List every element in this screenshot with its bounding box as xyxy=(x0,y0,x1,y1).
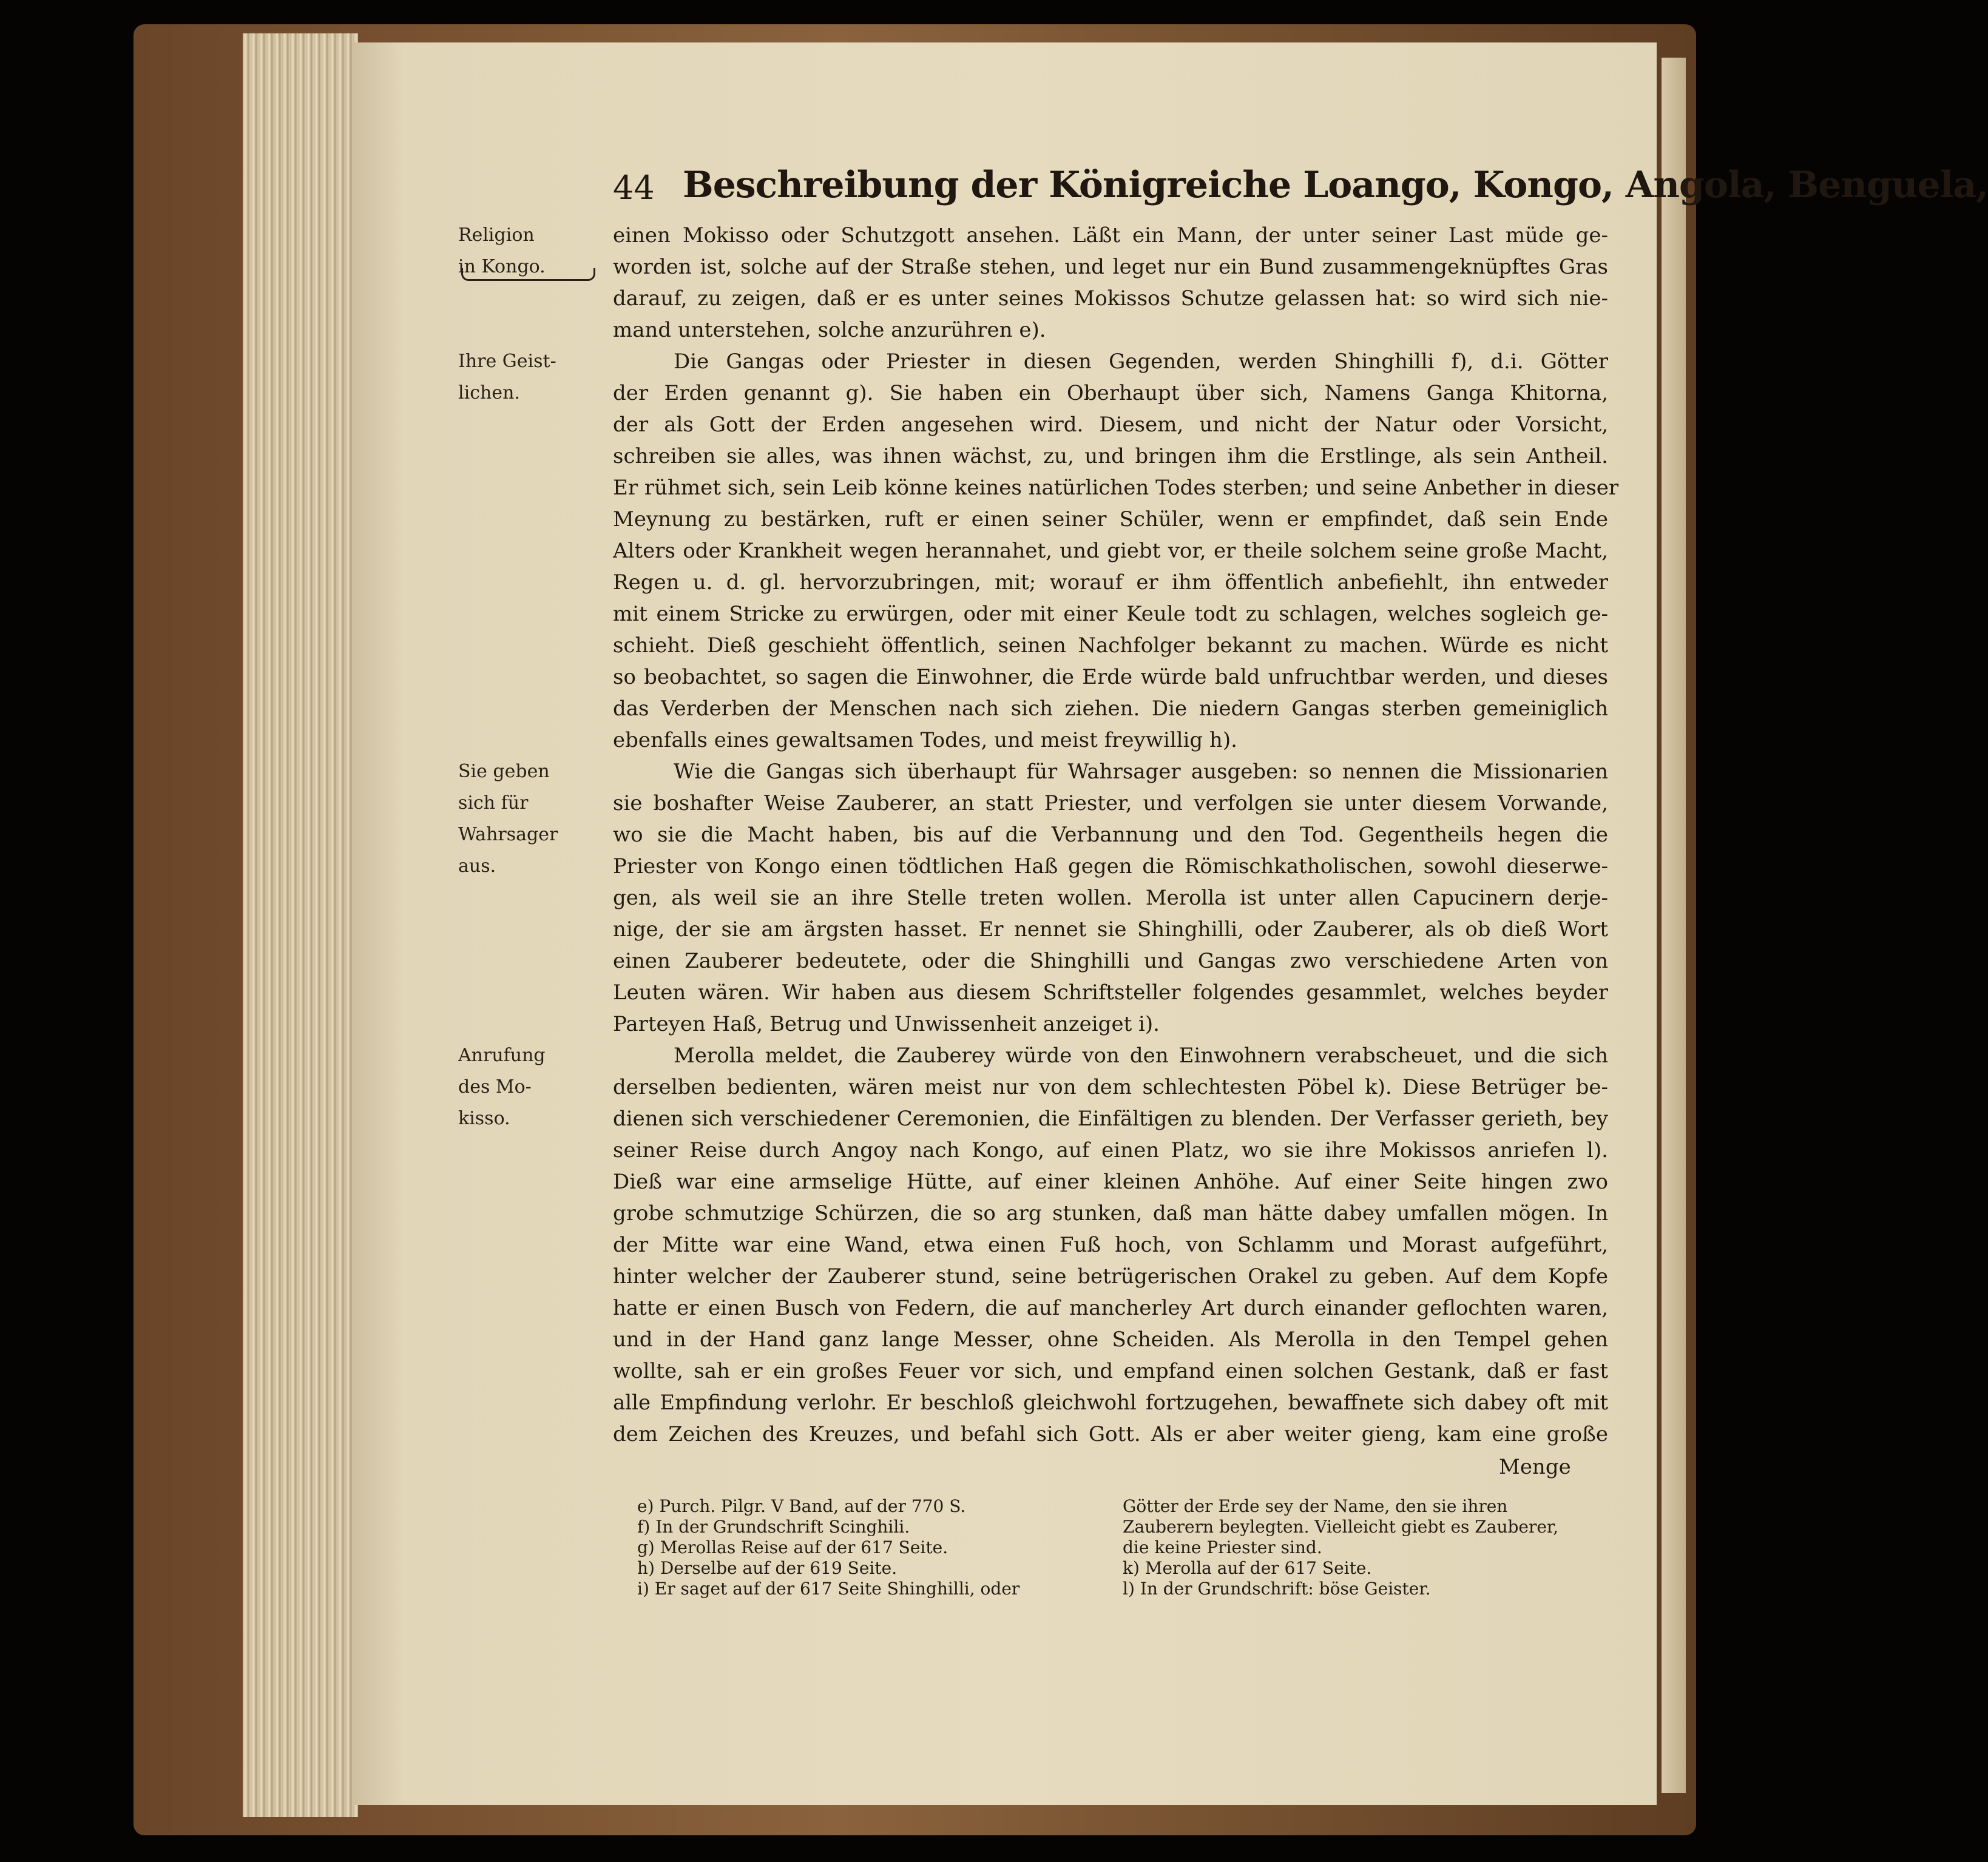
text-line: mit einem Stricke zu erwürgen, oder mit einer Keule todt zu schlagen, welches sogleich ge- xyxy=(613,602,1608,626)
facing-page-edge xyxy=(1662,58,1686,1793)
text-line: hatte er einen Busch von Federn, die auf mancherley Art durch einander geflochten waren, xyxy=(613,1296,1608,1320)
text-line: Merolla meldet, die Zauberey würde von den Einwohnern verabscheuet, und die sich xyxy=(674,1044,1608,1068)
margin-brace xyxy=(461,268,595,281)
text-line: das Verderben der Menschen nach sich ziehen. Die niedern Gangas sterben gemeiniglich xyxy=(613,697,1608,721)
text-line: Die Gangas oder Priester in diesen Gegenden, werden Shinghilli f), d.i. Götter xyxy=(674,349,1608,374)
margin-note-anrufung: Anrufung des Mo- kisso. xyxy=(458,1045,546,1129)
text-line: einen Mokisso oder Schutzgott ansehen. Läßt ein Mann, der unter seiner Last müde ge- xyxy=(613,223,1608,248)
margin-note-religion: Religion in Kongo. xyxy=(458,224,546,277)
text-line: Wie die Gangas sich überhaupt für Wahrsager ausgeben: so nennen die Missionarien xyxy=(674,760,1608,784)
footnote: f) In der Grundschrift Scinghili. xyxy=(637,1517,910,1537)
text-line: der Mitte war eine Wand, etwa einen Fuß hoch, von Schlamm und Morast aufgeführt, xyxy=(613,1233,1608,1257)
text-line: wollte, sah er ein großes Feuer vor sich, und empfand einen solchen Gestank, daß er fast xyxy=(613,1359,1608,1383)
text-line: grobe schmutzige Schürzen, die so arg stunken, daß man hätte dabey umfallen mögen. In xyxy=(613,1201,1608,1226)
footnotes-right-column xyxy=(1123,1496,1608,1599)
text-line: der Erden genannt g). Sie haben ein Oberhaupt über sich, Namens Ganga Khitorna, xyxy=(613,381,1608,405)
text-line: worden ist, solche auf der Straße stehen, und leget nur ein Bund zusammengeknüpftes Gras xyxy=(613,255,1608,279)
text-line: Meynung zu bestärken, ruft er einen seiner Schüler, wenn er empfindet, daß sein Ende xyxy=(613,507,1608,531)
text-line: dem Zeichen des Kreuzes, und befahl sich Gott. Als er aber weiter gieng, kam eine große xyxy=(613,1422,1608,1446)
footnote: l) In der Grundschrift: böse Geister. xyxy=(1123,1579,1431,1599)
text-line: schreiben sie alles, was ihnen wächst, zu, und bringen ihm die Erstlinge, als sein Antheil. xyxy=(613,444,1608,468)
footnote: e) Purch. Pilgr. V Band, auf der 770 S. xyxy=(637,1496,966,1516)
text-line: alle Empfindung verlohr. Er beschloß gleichwohl fortzugehen, bewaffnete sich dabey oft mit xyxy=(613,1391,1608,1415)
page-header xyxy=(613,164,1988,212)
text-line: wo sie die Macht haben, bis auf die Verbannung und den Tod. Gegentheils hegen die xyxy=(613,823,1608,847)
text-line: schieht. Dieß geschieht öffentlich, seinen Nachfolger bekannt zu machen. Würde es nicht xyxy=(613,633,1608,658)
footnote: k) Merolla auf der 617 Seite. xyxy=(1123,1558,1372,1578)
text-line: nige, der sie am ärgsten hasset. Er nennet sie Shinghilli, oder Zauberer, als ob dieß Wort xyxy=(613,917,1608,942)
text-line: mand unterstehen, solche anzurühren e). xyxy=(613,318,1046,342)
footnote: i) Er saget auf der 617 Seite Shinghilli, oder xyxy=(637,1579,1020,1599)
page-number: 44 xyxy=(613,169,655,207)
text-line: gen, als weil sie an ihre Stelle treten wollen. Merolla ist unter allen Capucinern derje- xyxy=(613,886,1608,910)
text-line: hinter welcher der Zauberer stund, seine betrügerischen Orakel zu geben. Auf dem Kopfe xyxy=(613,1264,1608,1289)
page-edges xyxy=(243,33,358,1817)
text-line: einen Zauberer bedeutete, oder die Shinghilli und Gangas zwo verschiedene Arten von xyxy=(613,949,1608,973)
margin-note-wahrsager: Sie geben sich für Wahrsager aus. xyxy=(458,761,558,877)
text-line: darauf, zu zeigen, daß er es unter seines Mokissos Schutze gelassen hat: so wird sich nie- xyxy=(613,286,1608,311)
text-line: so beobachtet, so sagen die Einwohner, die Erde würde bald unfruchtbar werden, und dieses xyxy=(613,665,1608,689)
footnote: die keine Priester sind. xyxy=(1123,1537,1322,1557)
footnote: Zauberern beylegten. Vielleicht giebt es Zauberer, xyxy=(1123,1517,1559,1537)
text-line: Regen u. d. gl. hervorzubringen, mit; worauf er ihm öffentlich anbefiehlt, ihn entweder xyxy=(613,570,1608,595)
text-line: Parteyen Haß, Betrug und Unwissenheit anzeiget i). xyxy=(613,1012,1160,1036)
text-line: Priester von Kongo einen tödtlichen Haß gegen die Römischkatholischen, sowohl dieserwe- xyxy=(613,854,1608,879)
text-line: und in der Hand ganz lange Messer, ohne Scheiden. Als Merolla in den Tempel gehen xyxy=(613,1327,1608,1352)
text-line: sie boshafter Weise Zauberer, an statt Priester, und verfolgen sie unter diesem Vorwande, xyxy=(613,791,1608,815)
footnote: h) Derselbe auf der 619 Seite. xyxy=(637,1558,898,1578)
text-line: derselben bedienten, wären meist nur von dem schlechtesten Pöbel k). Diese Betrüger be- xyxy=(613,1075,1608,1099)
catchword: Menge xyxy=(1499,1455,1571,1479)
text-line: seiner Reise durch Angoy nach Kongo, auf einen Platz, wo sie ihre Mokissos anriefen l). xyxy=(613,1138,1608,1162)
text-line: Dieß war eine armselige Hütte, auf einer kleinen Anhöhe. Auf einer Seite hingen zwo xyxy=(613,1170,1608,1194)
text-line: Er rühmet sich, sein Leib könne keines natürlichen Todes sterben; und seine Anbether in dieser xyxy=(613,476,1619,500)
text-line: Alters oder Krankheit wegen herannahet, und giebt vor, er theile solchem seine große Macht, xyxy=(613,539,1608,563)
text-line: der als Gott der Erden angesehen wird. Diesem, und nicht der Natur oder Vorsicht, xyxy=(613,413,1608,437)
footnotes-left-column xyxy=(637,1496,1098,1599)
running-title: Beschreibung der Königreiche Loango, Kongo, Angola, Benguela, xyxy=(683,164,1988,206)
body-text xyxy=(613,220,1619,1450)
text-line: ebenfalls eines gewaltsamen Todes, und meist freywillig h). xyxy=(613,728,1237,752)
footnote: g) Merollas Reise auf der 617 Seite. xyxy=(637,1537,948,1557)
footnote: Götter der Erde sey der Name, den sie ihren xyxy=(1123,1496,1508,1516)
text-line: Leuten wären. Wir haben aus diesem Schriftsteller folgendes gesammlet, welches beyder xyxy=(613,980,1608,1005)
text-line: dienen sich verschiedener Ceremonien, die Einfältigen zu blenden. Der Verfasser gerieth, bey xyxy=(613,1107,1608,1131)
margin-note-geistlichen: Ihre Geist- lichen. xyxy=(458,351,556,403)
